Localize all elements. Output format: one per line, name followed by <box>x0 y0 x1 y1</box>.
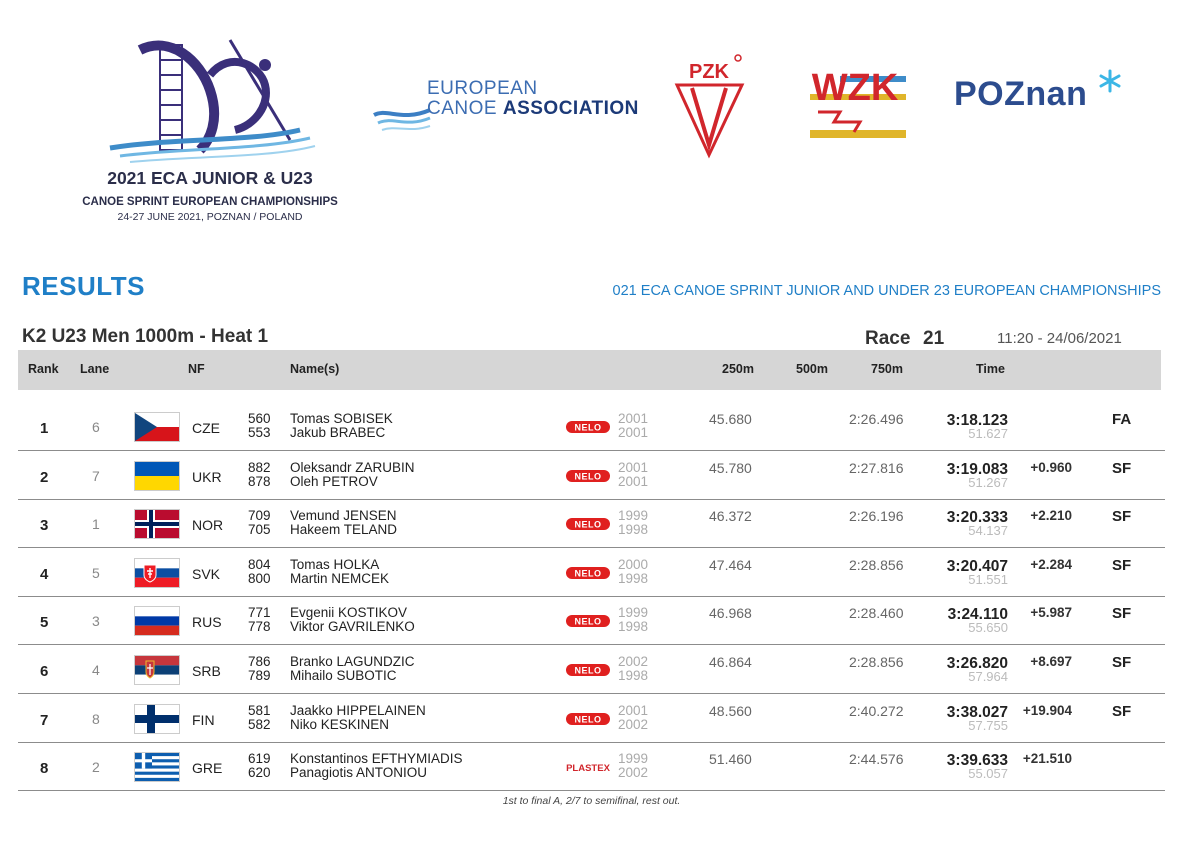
boat-brand-icon <box>566 469 610 481</box>
final-time: 3:39.633 <box>946 752 1008 770</box>
rank: 5 <box>40 614 49 632</box>
nation-code: UKR <box>192 468 222 485</box>
split-250m: 45.780 <box>709 459 752 476</box>
birth-year: 1999 <box>618 508 649 524</box>
nation-code: NOR <box>192 517 224 534</box>
championship-subtitle: CANOE SPRINT EUROPEAN CHAMPIONSHIPS <box>82 196 338 208</box>
bib-number: 800 <box>248 570 271 586</box>
bib-number: 560 <box>248 411 271 426</box>
footnote: 1st to final A, 2/7 to semifinal, rest out. <box>502 795 681 807</box>
kayak-tower-emblem <box>60 30 360 165</box>
final-time: 3:38.027 <box>946 703 1008 721</box>
eca-line2: CANOE ASSOCIATION <box>427 98 639 119</box>
bib-number: 878 <box>248 473 271 489</box>
time-gap: +0.960 <box>1030 459 1072 475</box>
column-nf: NF <box>188 362 205 376</box>
split-750m: 2:40.272 <box>849 702 904 719</box>
last-split: 51.627 <box>968 426 1008 441</box>
bib-number: 709 <box>248 508 271 524</box>
column-250m: 250m <box>722 362 754 376</box>
asterisk-icon <box>1098 69 1122 93</box>
bib-number: 786 <box>248 654 271 669</box>
rank: 6 <box>40 663 49 680</box>
pzk-emblem <box>672 50 747 160</box>
competition-name: 021 ECA CANOE SPRINT JUNIOR AND UNDER 23 EUROPEAN CHAMPIONSHIPS <box>612 283 1161 299</box>
bib-number: 771 <box>248 605 271 621</box>
bib-number: 553 <box>248 425 271 440</box>
qualification: SF <box>1112 702 1132 720</box>
svg-text:NELO: NELO <box>574 471 602 482</box>
table-row <box>18 451 1165 500</box>
last-split: 55.057 <box>968 766 1008 782</box>
svg-text:NELO: NELO <box>574 714 602 725</box>
svg-text:NELO: NELO <box>574 665 602 676</box>
boat-brand-icon <box>566 663 610 675</box>
lane: 8 <box>92 710 100 727</box>
boat-brand-icon <box>566 614 610 626</box>
rank: 7 <box>40 711 49 729</box>
time-gap: +2.284 <box>1030 556 1072 572</box>
race-label: Race <box>865 328 911 349</box>
birth-year: 2002 <box>618 716 649 732</box>
svg-text:PZK: PZK <box>689 61 729 83</box>
greece-flag-icon <box>135 753 179 781</box>
time-gap: +19.904 <box>1022 702 1072 718</box>
qualification: SF <box>1112 654 1132 671</box>
lane: 4 <box>92 662 100 678</box>
final-time: 3:26.820 <box>946 655 1008 672</box>
athlete-name: Konstantinos EFTHYMIADIS <box>290 751 463 767</box>
birth-year: 2000 <box>618 556 649 572</box>
finland-flag-icon <box>135 705 179 733</box>
last-split: 57.755 <box>968 717 1008 733</box>
split-250m: 46.864 <box>709 654 752 670</box>
birth-year: 1998 <box>618 570 649 586</box>
lane: 6 <box>92 419 100 435</box>
time-gap: +8.697 <box>1030 654 1072 669</box>
nation-code: RUS <box>192 614 222 631</box>
table-row <box>18 402 1165 451</box>
boat-brand-icon <box>566 517 610 529</box>
qualification: FA <box>1112 411 1132 428</box>
table-row <box>18 742 1165 791</box>
split-750m: 2:28.856 <box>849 556 904 573</box>
eca-logo <box>372 70 662 140</box>
table-row <box>18 548 1165 597</box>
split-250m: 48.560 <box>709 702 752 719</box>
table-header <box>18 350 1161 390</box>
athlete-name: Viktor GAVRILENKO <box>290 619 415 635</box>
athlete-name: Branko LAGUNDZIC <box>290 654 415 669</box>
russia-flag-icon <box>135 607 179 635</box>
athlete-name: Vemund JENSEN <box>290 508 397 524</box>
qualification: SF <box>1112 605 1132 623</box>
qualification: SF <box>1112 556 1132 574</box>
column-lane: Lane <box>80 362 110 376</box>
boat-brand-icon <box>566 712 610 724</box>
wzk-logo <box>800 50 910 145</box>
qualification: SF <box>1112 508 1132 526</box>
athlete-name: Tomas HOLKA <box>290 556 380 572</box>
table-row <box>18 694 1165 743</box>
split-750m: 2:28.856 <box>849 654 904 670</box>
column-rank: Rank <box>28 362 59 376</box>
eca-line1: EUROPEAN <box>427 78 538 99</box>
athlete-name: Oleksandr ZARUBIN <box>290 459 415 475</box>
svg-text:PLASTEX: PLASTEX <box>566 763 610 774</box>
race-datetime: 11:20 - 24/06/2021 <box>997 330 1122 347</box>
final-time: 3:20.333 <box>946 509 1008 527</box>
bib-number: 778 <box>248 619 271 635</box>
column-500m: 500m <box>796 362 828 376</box>
birth-year: 2001 <box>618 411 649 426</box>
split-750m: 2:44.576 <box>849 751 904 768</box>
last-split: 54.137 <box>968 523 1008 539</box>
column-time: Time <box>976 362 1005 376</box>
athlete-name: Niko KESKINEN <box>290 716 390 732</box>
wave-icon <box>372 70 432 140</box>
bib-number: 882 <box>248 459 271 475</box>
bib-number: 705 <box>248 522 271 538</box>
svg-text:NELO: NELO <box>574 422 602 433</box>
birth-year: 1998 <box>618 522 649 538</box>
athlete-name: Tomas SOBISEK <box>290 411 393 426</box>
athlete-name: Martin NEMCEK <box>290 570 390 586</box>
birth-year: 1998 <box>618 619 649 635</box>
last-split: 55.650 <box>968 620 1008 636</box>
czech-flag-icon <box>135 413 179 441</box>
birth-year: 1999 <box>618 605 649 621</box>
athlete-name: Jaakko HIPPELAINEN <box>290 702 426 718</box>
split-250m: 51.460 <box>709 751 752 768</box>
final-time: 3:18.123 <box>946 412 1008 429</box>
athlete-name: Oleh PETROV <box>290 473 378 489</box>
split-750m: 2:26.196 <box>849 508 904 525</box>
last-split: 51.551 <box>968 571 1008 587</box>
birth-year: 2001 <box>618 702 649 718</box>
column-names: Name(s) <box>290 362 340 376</box>
wzk-emblem <box>800 50 910 145</box>
time-gap: +21.510 <box>1022 751 1072 767</box>
rank: 1 <box>40 420 49 437</box>
split-750m: 2:26.496 <box>849 411 904 427</box>
athlete-name: Hakeem TELAND <box>290 522 398 538</box>
nation-code: SRB <box>192 663 221 679</box>
split-250m: 46.968 <box>709 605 752 622</box>
split-250m: 47.464 <box>709 556 752 573</box>
ukraine-flag-icon <box>135 462 179 490</box>
last-split: 51.267 <box>968 474 1008 490</box>
boat-brand-icon <box>566 420 610 432</box>
championship-logo <box>60 30 360 255</box>
birth-year: 2002 <box>618 765 649 781</box>
nation-code: FIN <box>192 711 215 728</box>
lane: 5 <box>92 564 100 581</box>
serbia-flag-icon <box>135 656 179 684</box>
split-750m: 2:28.460 <box>849 605 904 622</box>
qualification: SF <box>1112 459 1132 477</box>
lane: 7 <box>92 467 100 484</box>
rank: 4 <box>40 565 49 583</box>
birth-year: 1998 <box>618 668 649 683</box>
bib-number: 804 <box>248 556 271 572</box>
boat-brand-icon <box>566 566 610 578</box>
time-gap: +5.987 <box>1030 605 1072 621</box>
pzk-logo <box>672 50 747 160</box>
split-250m: 45.680 <box>709 411 752 427</box>
time-gap: +2.210 <box>1030 508 1072 524</box>
championship-title: 2021 ECA JUNIOR & U23 <box>107 168 313 188</box>
bib-number: 582 <box>248 716 271 732</box>
athlete-name: Mihailo SUBOTIC <box>290 668 397 683</box>
svg-text:NELO: NELO <box>574 568 602 579</box>
norway-flag-icon <box>135 510 179 538</box>
rank: 8 <box>40 760 49 778</box>
svg-text:WZK: WZK <box>811 67 899 109</box>
athlete-name: Evgenii KOSTIKOV <box>290 605 408 621</box>
lane: 1 <box>92 516 100 533</box>
birth-year: 2001 <box>618 473 649 489</box>
last-split: 57.964 <box>968 669 1008 684</box>
birth-year: 2001 <box>618 425 649 440</box>
split-750m: 2:27.816 <box>849 459 904 476</box>
slovakia-flag-icon <box>135 559 179 587</box>
lane: 2 <box>92 759 100 776</box>
final-time: 3:20.407 <box>946 557 1008 575</box>
nation-code: CZE <box>192 420 220 436</box>
results-title: RESULTS <box>22 271 145 301</box>
athlete-name: Panagiotis ANTONIOU <box>290 765 428 781</box>
bib-number: 620 <box>248 765 271 781</box>
event-title: K2 U23 Men 1000m - Heat 1 <box>22 326 269 347</box>
bib-number: 581 <box>248 702 271 718</box>
final-time: 3:24.110 <box>947 606 1008 624</box>
nation-code: SVK <box>192 565 221 582</box>
table-row <box>18 645 1165 694</box>
bib-number: 789 <box>248 668 271 683</box>
poznan-wordmark: POZnan <box>954 75 1088 113</box>
table-row <box>18 499 1165 548</box>
birth-year: 2001 <box>618 459 649 475</box>
split-250m: 46.372 <box>709 508 752 525</box>
championship-dates: 24-27 JUNE 2021, POZNAN / POLAND <box>117 211 303 223</box>
rank: 2 <box>40 468 49 486</box>
svg-text:NELO: NELO <box>574 616 602 627</box>
boat-brand-icon <box>566 760 610 772</box>
birth-year: 1999 <box>618 751 649 767</box>
race-number: 21 <box>923 328 945 349</box>
rank: 3 <box>40 517 49 535</box>
birth-year: 2002 <box>618 654 649 669</box>
table-row <box>18 596 1165 645</box>
poznan-logo <box>950 65 1140 125</box>
svg-text:NELO: NELO <box>574 519 602 530</box>
final-time: 3:19.083 <box>946 460 1008 478</box>
nation-code: GRE <box>192 760 223 777</box>
athlete-name: Jakub BRABEC <box>290 425 386 440</box>
lane: 3 <box>92 613 100 630</box>
column-750m: 750m <box>871 362 903 376</box>
bib-number: 619 <box>248 751 271 767</box>
